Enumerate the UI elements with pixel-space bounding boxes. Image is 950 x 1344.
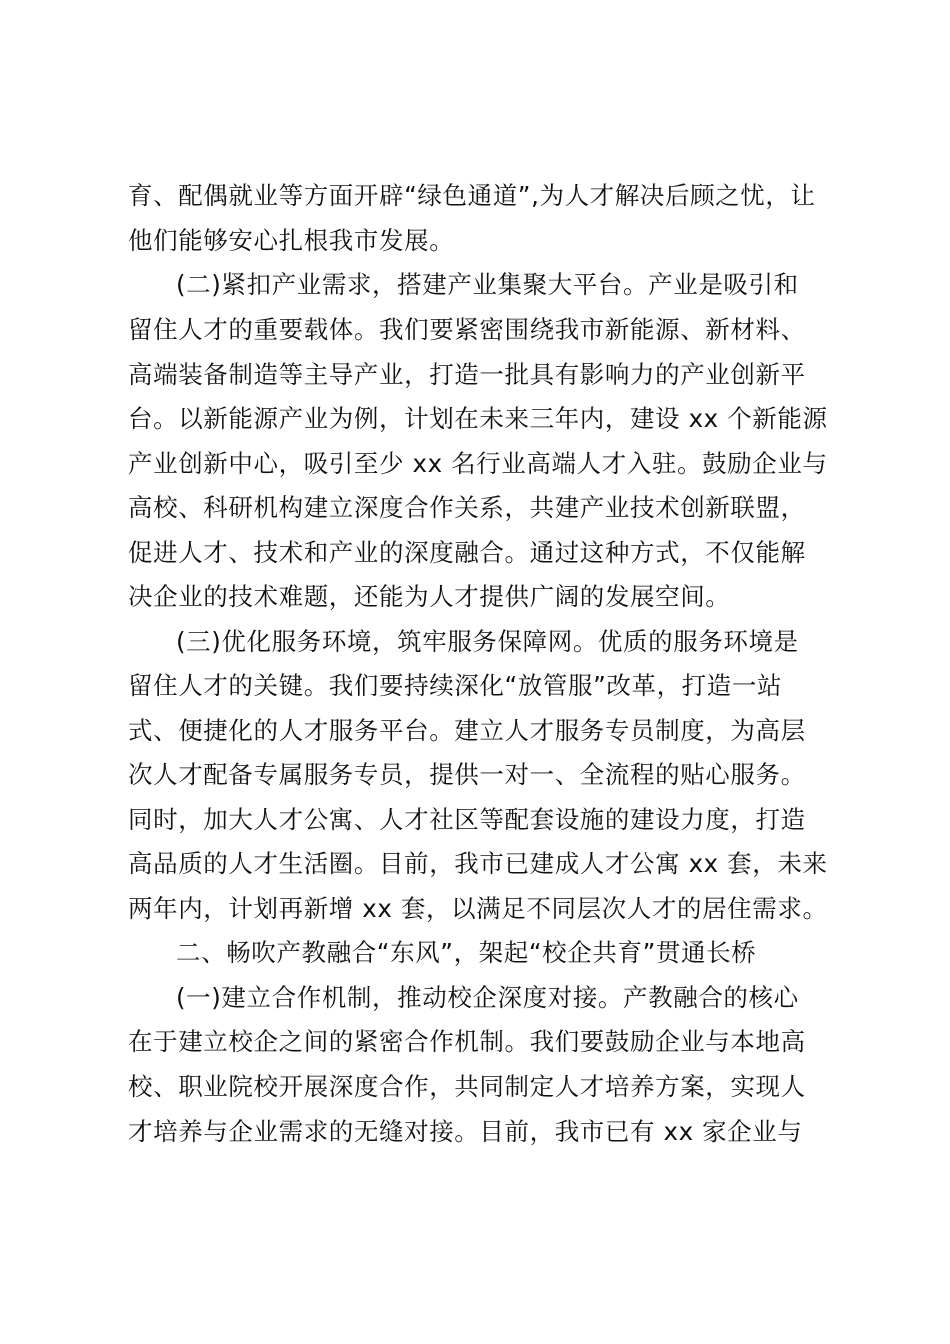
text-line: 留住人才的关键。我们要持续深化“放管服”改革，打造一站 [128, 671, 783, 700]
text-line: 在于建立校企之间的紧密合作机制。我们要鼓励企业与本地高 [128, 1027, 806, 1056]
text-line: (三)优化服务环境，筑牢服务保障网。优质的服务环境是 [176, 627, 799, 656]
text-line: 校、职业院校开展深度合作，共同制定人才培养方案，实现人 [128, 1072, 806, 1101]
text-line: 育、配偶就业等方面开辟“绿色通道”,为人才解决后顾之忧，让 [128, 181, 816, 210]
text-line: (一)建立合作机制，推动校企深度对接。产教融合的核心 [176, 983, 799, 1012]
text-line: 产业创新中心，吸引至少 xx 名行业高端人才入驻。鼓励企业与 [128, 449, 828, 478]
text-line: 留住人才的重要载体。我们要紧密围绕我市新能源、新材料、 [128, 315, 806, 344]
text-line: 台。以新能源产业为例，计划在未来三年内，建设 xx 个新能源 [128, 404, 828, 433]
text-line: 高校、科研机构建立深度合作关系，共建产业技术创新联盟， [128, 493, 806, 522]
text-line: 促进人才、技术和产业的深度融合。通过这种方式，不仅能解 [128, 538, 806, 567]
section-heading: 二、畅吹产教融合“东风”，架起“校企共育”贯通长桥 [176, 938, 757, 967]
text-line: 高品质的人才生活圈。目前，我市已建成人才公寓 xx 套，未来 [128, 849, 828, 878]
text-line: 他们能够安心扎根我市发展。 [128, 226, 455, 255]
text-line: 高端装备制造等主导产业，打造一批具有影响力的产业创新平 [128, 360, 806, 389]
text-line: 才培养与企业需求的无缝对接。目前，我市已有 xx 家企业与 [128, 1117, 803, 1146]
text-line: 式、便捷化的人才服务平台。建立人才服务专员制度，为高层 [128, 716, 806, 745]
text-line: 两年内，计划再新增 xx 套，以满足不同层次人才的居住需求。 [128, 894, 828, 923]
text-line: 同时，加大人才公寓、人才社区等配套设施的建设力度，打造 [128, 805, 806, 834]
text-line: (二)紧扣产业需求，搭建产业集聚大平台。产业是吸引和 [176, 270, 799, 299]
text-line: 决企业的技术难题，还能为人才提供广阔的发展空间。 [128, 582, 731, 611]
text-line: 次人才配备专属服务专员，提供一对一、全流程的贴心服务。 [128, 760, 806, 789]
